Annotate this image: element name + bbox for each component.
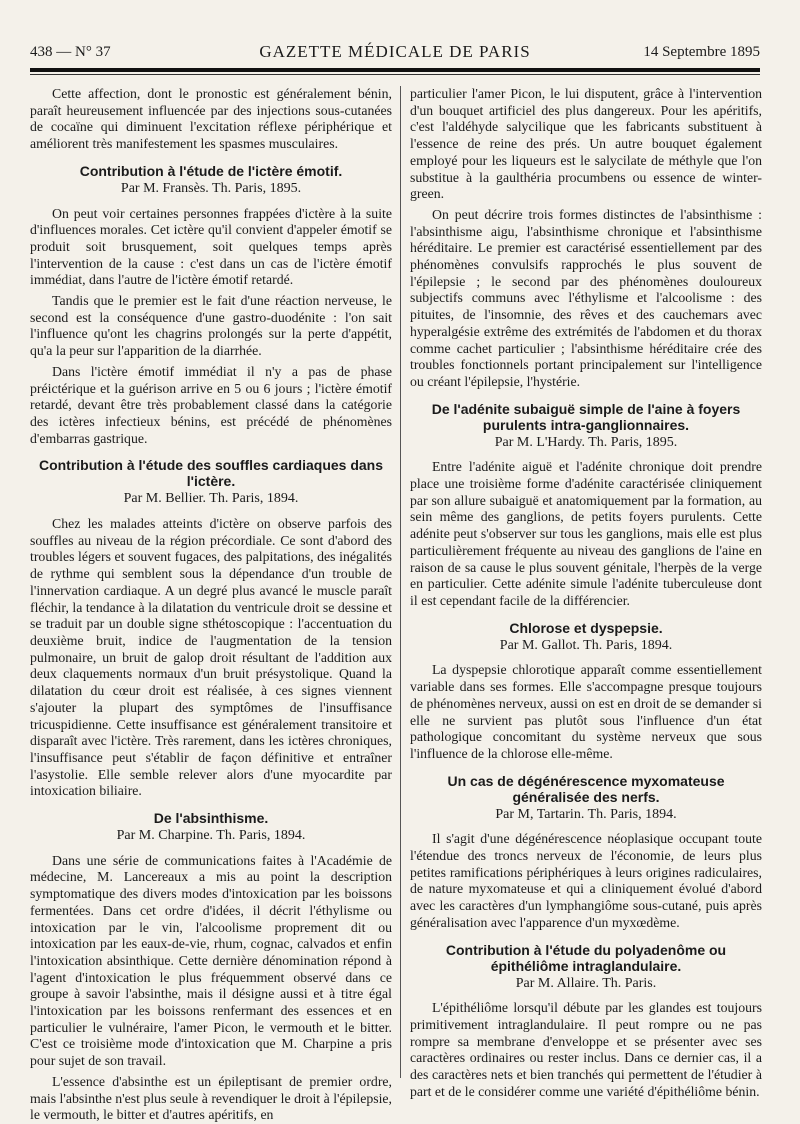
paragraph-continued: particulier l'amer Picon, le lui disputent, grâce à l'intervention d'un bouquet artificiel des plus dangereux. Pour les apéritifs, c'est l'aldéhyde salycilique que les fabricants substituent à l'essence de reine des prés. Un autre bouquet également employé pour les liqueurs est le salycilate de méthyle que l'on substitue à la gaulthéria procumbens ou essence de winter-green. [410,86,762,202]
paragraph: Il s'agit d'une dégénérescence néoplasique occupant toute l'étendue des troncs nerveux de l'économie, de leurs plus petites ramifications périphériques à leurs origines radiculaires, de nature myxomateuse et qui a cliniquement évolué d'abord avec les caractères d'un lymphangiôme sous-cutané, puis après généralisation avec l'apparence d'un myxœdème. [410,831,762,930]
journal-title: GAZETTE MÉDICALE DE PARIS [259,42,531,61]
right-column [410,86,762,1099]
paragraph: On peut voir certaines personnes frappées d'ictère à la suite d'influences morales. Cet ictère qu'il convient d'appeler émotif se produit soit brusquement, soit quelques temps après l'intervention de la cause : c'est dans un cas de l'ictère émotif immédiat, dans l'autre de l'ictère émotif retardé. [30,205,392,288]
paragraph: L'épithéliôme lorsqu'il débute par les glandes est toujours primitivement intraglandulaire. Il peut rompre ou ne pas rompre sa membrane d'enveloppe et se présenter avec ses caractères ordinaires ou rester inclus. Dans ce dernier cas, il a des caractères nets et bien tranchés qui permettent de l'étudier à part et de le considérer comme une variété d'épithéliôme bénin. [410,1000,762,1099]
section-author: Par M. Bellier. Th. Paris, 1894. [123,491,299,507]
section-title: Contribution à l'étude de l'ictère émotif. [79,162,343,179]
paragraph: La dyspepsie chlorotique apparaît comme essentiellement variable dans ses formes. Elle s'accompagne presque toujours de phénomènes nerveux, aussi on est en droit de se demander si elle ne survient pas plutôt sous l'influence d'un état pathologique concomitant du système nerveux que sous l'influence de la chlorose elle-même. [410,662,762,761]
header-rule-thick [30,68,760,72]
page-header [30,40,760,66]
section-title: De l'adénite subaiguë simple de l'aine à foyers purulents intra-ganglionnaires. [431,400,741,433]
section-author: Par M. Fransès. Th. Paris, 1895. [120,180,302,196]
paragraph: Chez les malades atteints d'ictère on observe parfois des souffles au niveau de la région précordiale. Ce sont d'abord des troubles légers et souvent fugaces, des palpitations, des inégalités de rythme qui semblent sous la dépendance d'un trouble de l'innervation cardiaque. A un degré plus avancé le muscle paraît fléchir, la tendance à la dilatation du ventricule droit se dessine et se traduit par un double signe sthétoscopique : l'accentuation du deuxième bruit, indice de l'augmentation de la tension pulmonaire, un bruit de galop droit résultant de l'addition aux deux claquements normaux d'un bruit présystolique. Quand la dilatation du cœur droit est réalisée, à ces signes viennent s'ajouter la plupart des symptômes de l'insuffisance tricuspidienne. Cette insuffisance est généralement transitoire et disparaît avec l'ictère. Très rarement, dans les ictères chroniques, l'insuffisance peut s'établir de façon définitive et entraîner l'asystolie. Elle semble relever alors d'une myocardite par intoxication biliaire. [30,516,392,799]
paragraph: Tandis que le premier est le fait d'une réaction nerveuse, le second est la conséquence d'une gastro-duodénite : l'on sait l'influence qu'ont les chagrins prolongés sur la perte d'appétit, qu'a la peur sur l'apparition de la diarrhée. [30,293,392,359]
section-title: Contribution à l'étude des souffles cardiaques dans l'ictère. [38,457,384,490]
section-author: Par M. L'Hardy. Th. Paris, 1895. [494,434,678,450]
issue-date: 14 Septembre 1895 [643,44,760,60]
paragraph: Entre l'adénite aiguë et l'adénite chronique doit prendre place une troisième forme d'adénite caractérisée cliniquement par son allure subaiguë et anatomiquement par la formation, au sein même des ganglions, de petits foyers purulents. Cette adénite peut s'observer sur tous les ganglions, mais elle est plus particulièrement fréquente au niveau des ganglions de l'aine en raison de sa cause le plus souvent génitale, l'herpès de la verge en particulier. Cette adénite simule l'adénite tuberculeuse dont il est cependant facile de la différencier. [410,459,762,608]
section-author: Par M. Allaire. Th. Paris. [515,975,657,991]
section-title: Un cas de dégénérescence myxomateuse généralisée des nerfs. [447,772,725,805]
header-rule-thin [30,74,760,75]
paragraph: Dans une série de communications faites à l'Académie de médecine, M. Lancereaux a mis au point la description symptomatique des divers modes d'intoxication par les boissons fermentées. Dans cet ordre d'idées, il décrit l'éthylisme ou intoxication par le vin, l'alcoolisme proprement dit ou intoxication par les eaux-de-vie, rhum, cognac, calvados et enfin l'intoxication absinthique. Cette dernière dénomination répond à l'agent d'intoxication le plus fréquemment observé dans ce groupe à savoir l'absinthe, mais il désigne aussi et à titre égal l'intoxication par les boissons renfermant des essences et en particulier le vulnéraire, l'amer Picon, le vermouth et le bitter. C'est ce troisième mode d'intoxication que M. Charpine a pris pour sujet de son travail. [30,852,392,1069]
paragraph: Dans l'ictère émotif immédiat il n'y a pas de phase préictérique et la guérison arrive en 5 ou 6 jours ; l'ictère émotif retardé, devant être très probablement classé dans la catégorie des ictères infectieux bénins, est précédé de phénomènes d'embarras gastrique. [30,363,392,446]
left-column [30,86,392,1123]
section-title: Chlorose et dyspepsie. [509,619,663,636]
intro-paragraph: Cette affection, dont le pronostic est généralement bénin, paraît heureusement influencée par des injections sous-cutanées de cocaïne qui diminuent l'excitation réflexe périphérique et améliorent très manifestement les spasmes musculaires. [30,86,392,152]
paragraph: On peut décrire trois formes distinctes de l'absinthisme : l'absinthisme aigu, l'absinthisme chronique et l'absinthisme héréditaire. Le premier est caractérisé essentiellement par des phénomènes convulsifs rapprochés le plus souvent de l'épilepsie ; le second par des phénomènes douloureux subjectifs communs avec l'éthylisme et l'alcoolisme : des pituites, de l'insomnie, des rêves et des cauchemars avec hyperalgésie extrême des extrémités de l'abdomen et du thorax comme cachet particulier ; l'absinthisme héréditaire crée des troubles fonctionnels portant principalement sur l'intelligence ou créant l'épilepsie, l'hystérie. [410,206,762,389]
section-title: De l'absinthisme. [153,810,269,827]
section-author: Par M. Charpine. Th. Paris, 1894. [116,828,306,844]
column-divider [400,86,401,1078]
section-title: Contribution à l'étude du polyadenôme ou épithéliôme intraglandulaire. [445,941,727,974]
section-author: Par M, Tartarin. Th. Paris, 1894. [495,806,677,822]
page-number: 438 — N° 37 [30,44,111,60]
paragraph: L'essence d'absinthe est un épileptisant de premier ordre, mais l'absinthe n'est plus seule à revendiquer le droit à l'épilepsie, le vermouth, le bitter et d'autres apéritifs, en [30,1073,392,1123]
section-author: Par M. Gallot. Th. Paris, 1894. [499,637,673,653]
